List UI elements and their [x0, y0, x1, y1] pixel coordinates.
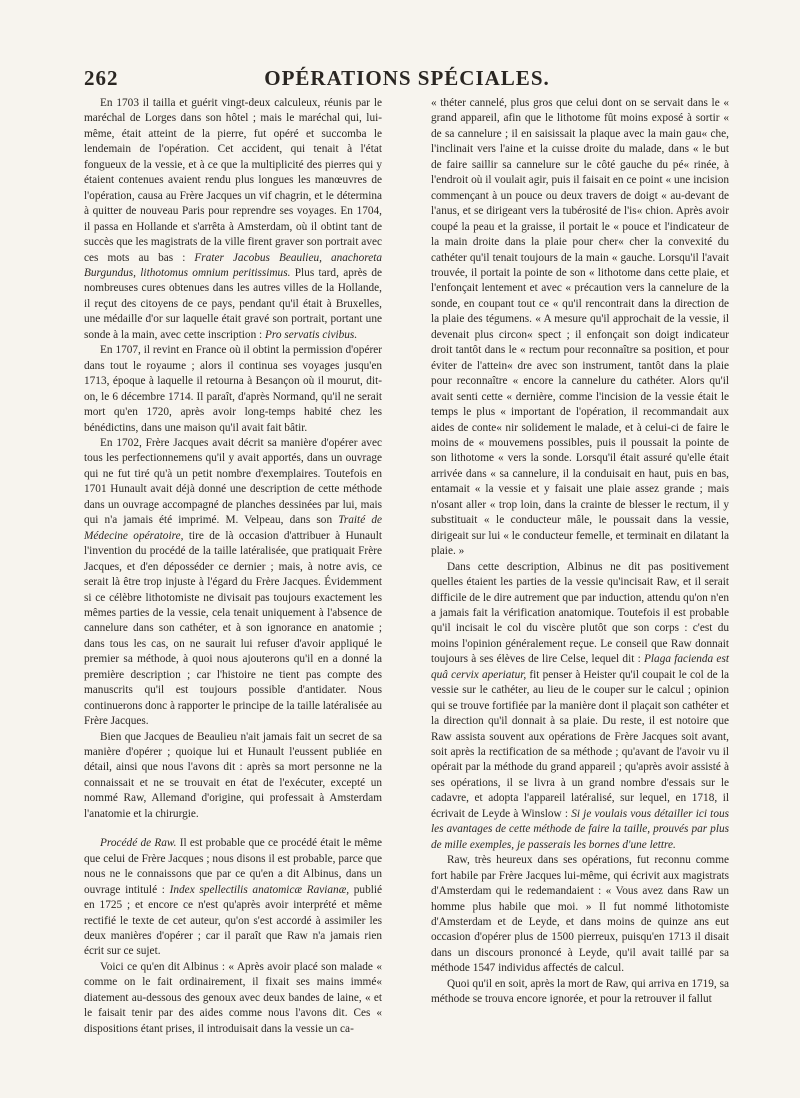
left-column [84, 96, 382, 1037]
paragraph: Bien que Jacques de Beaulieu n'ait jamais fait un secret de sa manière d'opérer ; quoique lui et Hunault l'eussent publiée en détail, ainsi que nous l'avons dit : après sa mort personne ne la connaissait et ne se trouvait en état de l'exécuter, excepté un nommé Raw, Allemand d'origine, qui professait à Amsterdam l'anatomie et la chirurgie. [84, 730, 382, 820]
paragraph-section: Procédé de Raw. Il est probable que ce procédé était le même que celui de Frère Jacques ; nous disons il est probable, parce que nous ne le connaissons que par ce qu'en a dit Albinus, dans un ouvrage intitulé : Index spellectilis anatomicæ Ravianæ, publié en 1725 ; et encore ce n'est qu'après avoir interprété et même rectifié le texte de cet auteur, qu'on s'est accordé à assimiler les deux manières d'opérer ; car il paraît que Raw n'a jamais rien écrit sur ce sujet. [84, 837, 383, 958]
book-title: Index spellectilis anatomicæ Ravianæ, [169, 883, 350, 896]
right-column [431, 96, 729, 1008]
paragraph: Raw, très heureux dans ses opérations, fut reconnu comme fort habile par Frère Jacques lui-même, qui écrivit aux magistrats d'Amsterdam qui le redemandaient : « Vous avez dans Raw un homme plus habile que moi. » Il fut nommé lithotomiste d'Amsterdam et de Leyde, et dans moins de quinze ans eut occasion d'opérer plus de 1500 pierreux, puisqu'en 1713 il disait dans un discours prononcé à Leyde, qu'il avait taillé par sa méthode 1547 individus affectés de calcul. [431, 854, 729, 975]
paragraph: En 1707, il revint en France où il obtint la permission d'opérer dans tout le royaume ; alors il continua ses voyages jusqu'en 1713, époque à laquelle il retourna à Besançon où il mourut, dit-on, le 6 décembre 1714. Il paraît, d'après Normand, qu'il ne serait mort qu'en 1720, après avoir long-temps habité chez les bénédictins, dans une maison qu'il avait fait bâtir. [84, 344, 382, 434]
page-number: 262 [84, 66, 119, 90]
running-title: OPÉRATIONS SPÉCIALES. [264, 66, 550, 90]
latin-inscription: Frater Jacobus Beaulieu, anachoreta Burgundus, lithotomus omnium peritissimus. [84, 251, 382, 279]
letter-quote: Si je voulais vous détailler ici tous les avantages de cette méthode de faire la taille, prouvés par plus de mille exemples, je passerais les bornes d'une lettre. [431, 807, 730, 851]
paragraph: Quoi qu'il en soit, après la mort de Raw, qui arriva en 1719, sa méthode se trouva encore ignorée, et pour la retrouver il fallut [431, 977, 729, 1006]
section-heading: Procédé de Raw. [100, 837, 177, 850]
book-title: Traité de Médecine opératoire, [84, 514, 382, 542]
quoted-passage: « théter cannelé, plus gros que celui dont on se servait dans le « grand appareil, afin que le lithotome fût moins exposé à sortir « de sa cannelure ; il en saisissait la plaque avec la main gau« che, l'inclinait vers l'aine et la cuisse droite du malade, dans « le but de faire saillir sa cannelure sur le côté gauche du pé« rinée, à l'endroit où il voulait agir, puis il faisait en ce point « une incision commençant à un pouce ou deux travers de doigt « au-devant de l'anus, et se dirigeant vers la tubérosité de l'is« chion. Après avoir coupé la peau et la graisse, il portait le « pouce et l'indicateur de la main droite dans la plaie pour cher« cher la convexité du cathéter qu'il tenait toujours de la main « gauche. Lorsqu'il l'avait trouvée, il portait la pointe de son « lithotome dans cette plaie, et l'enfonçait lentement et avec « précaution vers la cannelure de la sonde, en coupant tout ce « qu'il rencontrait dans la direction de la plaie des tégumens. « A mesure qu'il approchait de la vessie, il devenait plus circon« spect ; il enfonçait son doigt indicateur droit tantôt dans le « rectum pour reconnaître sa position, et pour éviter de l'attein« dre avec son instrument, tantôt dans la plaie pour reconnaître « encore la cannelure du cathéter. Alors qu'il avait senti cette « dernière, comme l'incision de la vessie était le temps le plus « important de l'opération, il recommandait aux aides de conte« nir solidement le malade, et à celui-ci de faire le moins de « mouvemens possibles, puis il poussait la pointe de son lithotome « vers la sonde. Lorsqu'il était assuré qu'elle était arrivée dans « sa cannelure, il la conduisait en haut, puis en bas, entamait « la vessie et y faisait une plaie assez grande ; mais n'osant aller « trop loin, dans la crainte de blesser le rectum, il y substituait « le conducteur mâle, le poussait dans la vessie, dirigeait sur lui « le conducteur femelle, et terminait en dilatant la plaie. » [431, 97, 729, 558]
paragraph: En 1703 il tailla et guérit vingt-deux calculeux, réunis par le maréchal de Lorges dans son hôtel ; mais le maréchal qui, lui-même, était atteint de la pierre, fut opéré et succomba le lendemain de l'opération. Cet accident, qui tenait à l'état fongueux de la vessie, et à ce que la multiplicité des pierres qui y étaient contenues avaient rendu plus longues les manœuvres de l'opération, causa au Frère Jacques un vif chagrin, et le détermina à quitter de nouveau Paris pour reprendre ses voyages. En 1704, il passa en Hollande et s'arrêta à Amsterdam, où il obtint tant de succès que les magistrats de la ville firent graver son portrait avec ces mots au bas : Frater Jacobus Beaulieu, anachoreta Burgundus, lithotomus omnium peritissimus. Plus tard, après de nombreuses cures obtenues dans les autres villes de la Hollande, il reçut des citoyens de ce pays, pendant qu'il était à Bruxelles, une médaille d'or sur laquelle était gravé son portrait, portant une sonde à la main, avec cette inscription : Pro servatis civibus. [84, 97, 383, 341]
paragraph: Dans cette description, Albinus ne dit pas positivement quelles étaient les parties de la vessie qu'incisait Raw, et il serait difficile de le dire autrement que par induction, attendu qu'on n'en a jamais fait la vérification anatomique. Toutefois il est probable qu'il incisait le col du viscère plutôt que son corps : c'est du moins l'opinion généralement reçue. Le conseil que Raw donnait toujours à ses élèves de lire Celse, lequel dit : Plaga facienda est quâ cervix aperiatur, fit penser à Heister qu'il coupait le col de la vessie sur le cathéter, au lieu de le couper sur le calcul ; opinion qui se trouve fortifiée par la manière dont il plaçait son cathéter et la direction qu'il donnait à sa plaie. Du reste, il est notoire que Raw assista souvent aux opérations de Frère Jacques soit avant, soit après la rectification de sa méthode ; qu'avant de l'avoir vu il opérait par la méthode du grand appareil ; qu'après avoir assisté à ses opérations, il se livra à un grand nombre d'essais sur le cadavre, et adopta l'appareil latéralisé, sur lequel, en 1718, il écrivait de Leyde à Winslow : Si je voulais vous détailler ici tous les avantages de cette méthode de faire la taille, prouvés par plus de mille exemples, je passerais les bornes d'une lettre. [431, 560, 730, 851]
page-header [84, 64, 730, 94]
latin-quote: Plaga facienda est quâ cervix aperiatur, [431, 653, 729, 681]
medal-inscription: Pro servatis civibus. [265, 328, 358, 341]
paragraph: En 1702, Frère Jacques avait décrit sa manière d'opérer avec tous les perfectionnemens qu'il y avait apportés, dans un ouvrage qui ne fut tiré qu'à un petit nombre d'exemplaires. Toutefois en 1701 Hunault avait déjà donné une description de cette méthode dans un ouvrage accompagné de planches dessinées par lui, mais qui n'a jamais été imprimé. M. Velpeau, dans son Traité de Médecine opératoire, tire de là occasion d'attribuer à Hunault l'invention du procédé de la taille latéralisée, que pratiquait Frère Jacques, et d'en déposséder ce dernier ; mais, à notre avis, ce serait là être trop injuste à l'égard du Frère Jacques. Évidemment si ce célèbre lithotomiste ne divisait pas toujours exactement les mêmes parties de la vessie, cela tenait uniquement à l'absence de cannelure dans son cathéter, et à son ignorance en anatomie ; dans tous les cas, on ne saurait lui refuser d'avoir appliqué le premier sa méthode, à quoi nous ajouterons qu'il en a donné la première description ; car l'histoire ne tient pas compte des manuscrits qu'il est toujours possible d'antidater. Nous continuerons donc à rapporter le principe de la taille latéralisée au Frère Jacques. [84, 436, 382, 728]
paragraph: Voici ce qu'en dit Albinus : « Après avoir placé son malade « comme on le fait ordinairement, il fixait ses mains immé« diatement au-dessous des genoux avec deux bandes de laine, « et le faisait tenir par des aides comme nous l'avons dit. Ces « dispositions étant prises, il introduisait dans la vessie un ca- [84, 960, 382, 1035]
